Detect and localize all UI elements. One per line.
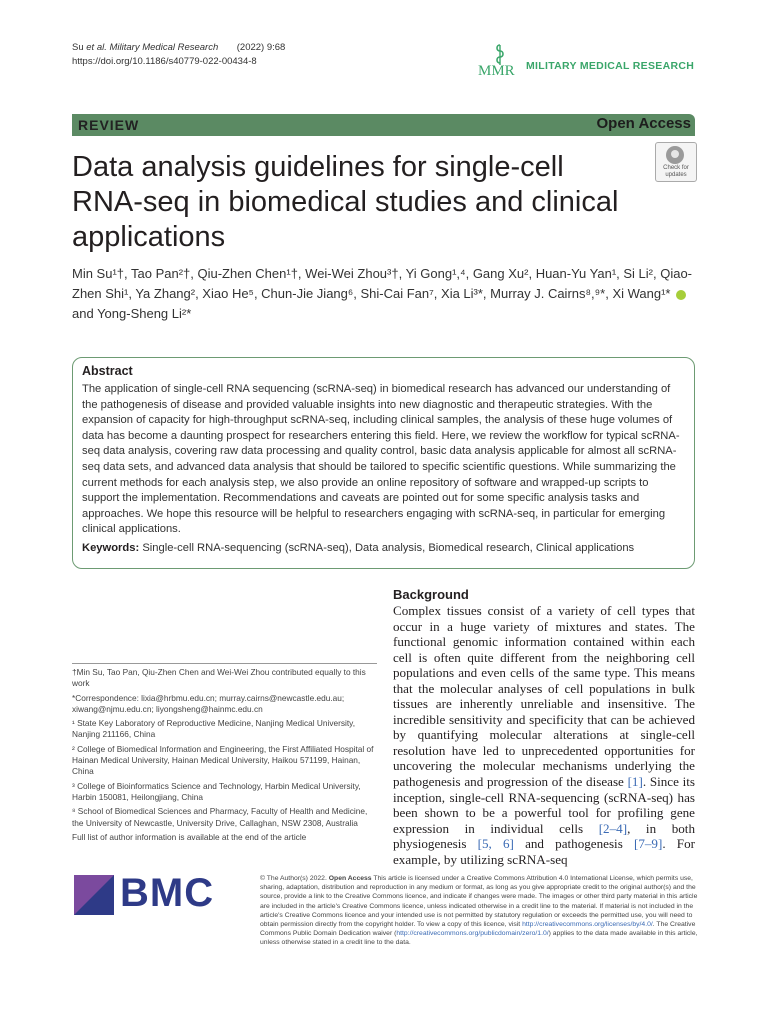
citation-ref[interactable]: [5, 6] (477, 836, 514, 852)
footnote-equal-contribution: †Min Su, Tao Pan, Qiu-Zhen Chen and Wei-Wei Zhou contributed equally to this work (72, 667, 366, 689)
article-type: REVIEW (78, 117, 140, 133)
background-text-part: Complex tissues consist of a variety of cell types that occur in a huge variety of mixtures and states. The functional genomic information contained within each cell is often quite different from the neighboring cell populations and even cells of the same type. This means that the molecular analyses of cell populations in bulk tissues are inherently unreliable and insensitive. The incredible sensitivity and specificity that can be achieved by quantifying molecular alterations at single-cell resolution have led to unprecedented opportunities for uncovering the molecular mechanisms underlying the pathogenesis and progression of the disease (393, 603, 695, 790)
doi-link[interactable]: https://doi.org/10.1186/s40779-022-00434-8 (72, 55, 257, 67)
license-part: © The Author(s) 2022. (260, 875, 329, 882)
citation-header (72, 41, 285, 68)
abstract-text: The application of single-cell RNA sequencing (scRNA-seq) in biomedical research has advanced our understanding of the pathogenesis of disease and provided valuable insights into new diagnostic and therapeutic strategies. With the expansion of capacity for high-throughput scRNA-seq, including clinical samples, the analysis of these huge volumes of data has become a daunting prospect for researchers entering this field. Here, we review the workflow for typical scRNA-seq data analysis, covering raw data processing and quality control, basic data analysis applicable for almost all scRNA-seq data sets, and advanced data analysis that should be tailored to specific scientific questions. While summarizing the current methods for each analysis step, we also provide an online repository of software and wrapped-up scripts to support the implementation. Recommendations and caveats are pointed out for some specific analysis tasks and approaches. We hope this resource will be helpful to researchers engaging with scRNA-seq, in particular for emerging clinical applications. (82, 383, 680, 536)
footnote-affiliation: ³ College of Bioinformatics Science and Technology, Harbin Medical University, Harbin 150081, Heilongjiang, China (72, 780, 361, 802)
footnotes (72, 663, 377, 846)
citation-ref[interactable]: [7–9] (633, 836, 663, 852)
citation-authors: Su (72, 42, 87, 53)
orcid-icon[interactable] (676, 290, 686, 300)
bmc-logo (74, 873, 224, 921)
article-title: Data analysis guidelines for single-cell RNA-seq in biomedical studies and clinical applications (72, 151, 619, 253)
keywords (82, 542, 684, 554)
bmc-logo-text: BMC (120, 871, 215, 915)
footnote-affiliation: ¹ State Key Laboratory of Reproductive Medicine, Nanjing Medical University, Nanjing 211166, China (72, 718, 355, 740)
abstract-box (72, 357, 695, 569)
background-text-part: . Since its inception, single-cell RNA-sequencing (scRNA-seq) has been shown to be a powerful tool for profiling gene expression in individual cells (393, 774, 695, 836)
keywords-label: Keywords: (82, 542, 140, 554)
license-part: ) applies to the data made available in this article, unless otherwise stated in a credit line to the data. (260, 930, 698, 947)
journal-short: MMR (478, 63, 515, 79)
footnote-affiliation: ⁸ School of Biomedical Sciences and Pharmacy, Faculty of Health and Medicine, the University of Newcastle, University Drive, Callaghan, NSW 2308, Australia (72, 806, 368, 828)
keywords-list: Single-cell RNA-sequencing (scRNA-seq), Data analysis, Biomedical research, Clinical applications (142, 542, 635, 554)
author-list (72, 264, 702, 324)
check-for-updates-badge[interactable] (655, 142, 697, 182)
bmc-logo-triangle (74, 875, 114, 915)
citation-ref[interactable]: [2–4] (598, 820, 628, 836)
license-link[interactable]: http://creativecommons.org/licenses/by/4.0/ (522, 921, 653, 929)
footnote-rule (72, 663, 377, 664)
background-heading: Background (393, 587, 469, 602)
check-updates-label: Check for updates (663, 165, 689, 178)
authors-tail: and Yong-Sheng Li²* (72, 306, 192, 321)
license-link[interactable]: http://creativecommons.org/publicdomain/zero/1.0/ (396, 930, 549, 938)
footnote-affiliation: ² College of Biomedical Information and Engineering, the First Affiliated Hospital of Hainan Medical University, Hainan Medical University, Haikou 571199, Hainan, China (72, 743, 374, 777)
footnote-correspondence[interactable]: *Correspondence: lixia@hrbmu.edu.cn; murray.cairns@newcastle.edu.au; xiwang@njmu.edu.cn; liyongsheng@hainmc.edu.cn (72, 692, 345, 714)
license-text (260, 874, 700, 948)
check-updates-icon (666, 146, 684, 164)
license-part: . The Creative Commons Public Domain Dedication waiver ( (260, 921, 696, 938)
footnote-more-info: Full list of author information is available at the end of the article (72, 831, 307, 842)
citation-ref[interactable]: [1] (627, 774, 643, 790)
background-text-part: and pathogenesis (513, 836, 634, 852)
mmr-logo-mark (476, 43, 524, 79)
license-part: This article is licensed under a Creative Commons Attribution 4.0 International License, which permits use, sharing, adaptation, distribution and reproduction in any medium or format, as long as you give appropriate credit to the original author(s) and the source, provide a link to the Creative Commons licence, and indicate if changes were made. The images or other third party material in this article are included in the article's Creative Commons licence, unless indicated otherwise in a credit line to the material. If material is not included in the article's Creative Commons licence and your intended use is not permitted by statutory regulation or exceeds the permitted use, you will need to obtain permission directly from the copyright holder. To view a copy of this licence, visit (260, 875, 698, 929)
background-text-part: , in both physiogenesis (393, 820, 695, 852)
background-text (393, 603, 695, 867)
abstract-heading: Abstract (82, 364, 133, 378)
authors-text: Min Su¹†, Tao Pan²†, Qiu-Zhen Chen¹†, Wei-Wei Zhou³†, Yi Gong¹,⁴, Gang Xu², Huan-Yu Yan¹, Si Li², Qiao-Zhen Shi¹, Ya Zhang², Xiao He⁵, Chun-Jie Jiang⁶, Shi-Cai Fan⁷, Xia Li³*, Murray J. Cairns⁸,⁹*, Xi Wang¹* (72, 266, 693, 301)
article-type-band (72, 114, 695, 136)
open-access-label: Open Access (596, 115, 691, 132)
citation-year: (2022) 9:68 (236, 42, 286, 53)
journal-logo[interactable] (476, 43, 706, 79)
journal-name: MILITARY MEDICAL RESEARCH (526, 60, 695, 72)
license-open-access: Open Access (328, 875, 372, 882)
citation-journal: et al. Military Medical Research (86, 42, 219, 53)
background-text-part: . For example, by utilizing scRNA-seq (393, 836, 695, 867)
